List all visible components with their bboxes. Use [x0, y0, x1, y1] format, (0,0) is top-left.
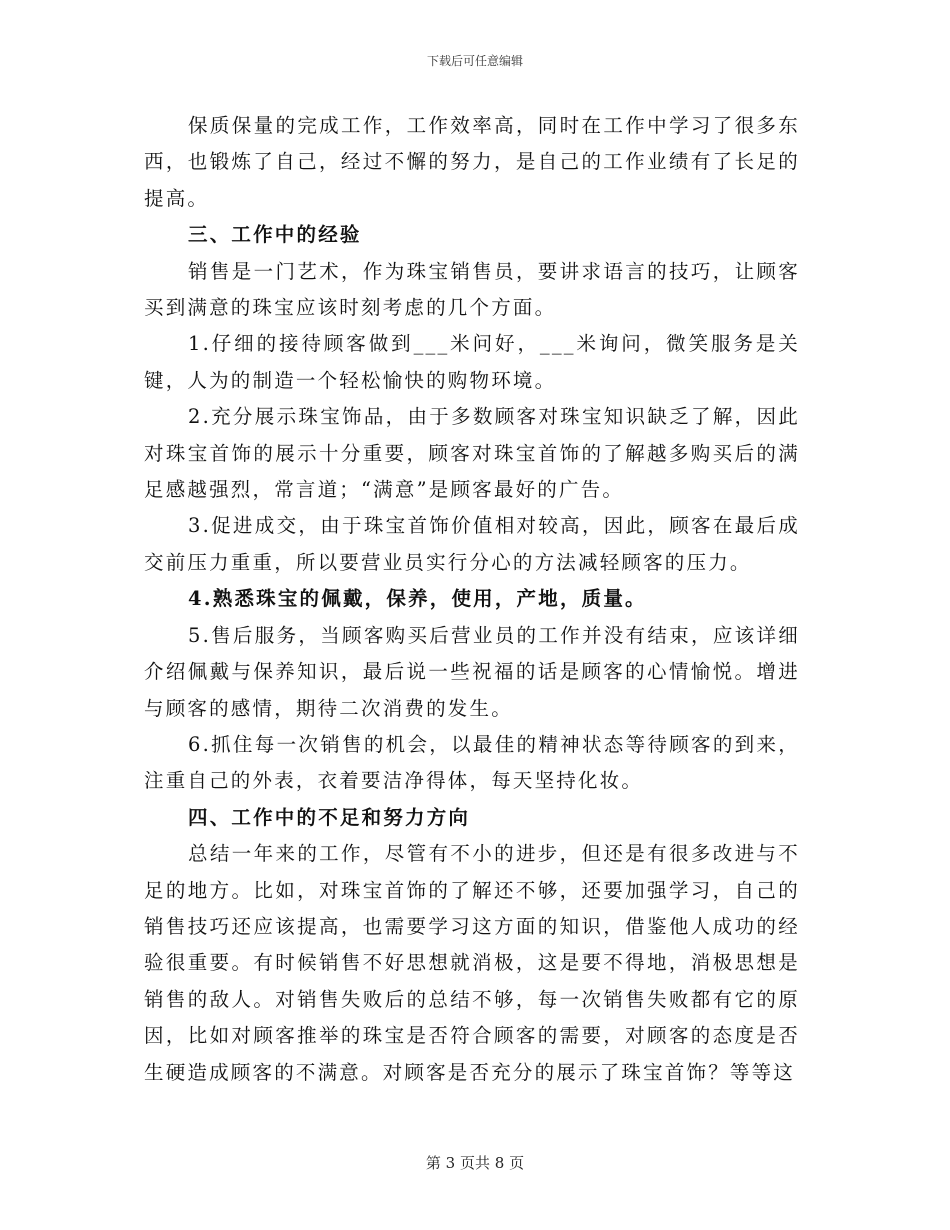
page-footer: 第 3 页共 8 页 — [425, 1154, 525, 1172]
document-body — [144, 108, 800, 1091]
section-heading: 四、工作中的不足和努力方向 — [188, 805, 471, 829]
section-heading: 三、工作中的经验 — [188, 223, 362, 247]
paragraph: 销售是一门艺术，作为珠宝销售员，要讲求语言的技巧，让顾客买到满意的珠宝应该时刻考虑的几个方面。 — [144, 259, 800, 320]
list-item: 3.促进成交，由于珠宝首饰价值相对较高，因此，顾客在最后成交前压力重重，所以要营业员实行分心的方法减轻顾客的压力。 — [144, 514, 800, 574]
list-item: 1.仔细的接待顾客做到___米问好，___米询问，微笑服务是关键，人为的制造一个轻松愉快的购物环境。 — [144, 332, 800, 392]
list-item-bold: 4.熟悉珠宝的佩戴，保养，使用，产地，质量。 — [188, 587, 647, 611]
page-header: 下载后可任意编辑 — [426, 54, 523, 68]
paragraph: 保质保量的完成工作，工作效率高，同时在工作中学习了很多东西，也锻炼了自己，经过不懈的努力，是自己的工作业绩有了长足的提高。 — [144, 114, 800, 210]
list-item: 6.抓住每一次销售的机会，以最佳的精神状态等待顾客的到来，注重自己的外表，衣着要洁净得体，每天坚持化妆。 — [144, 732, 800, 793]
list-item: 5.售后服务，当顾客购买后营业员的工作并没有结束，应该详细介绍佩戴与保养知识，最后说一些祝福的话是顾客的心情愉悦。增进与顾客的感情，期待二次消费的发生。 — [144, 623, 800, 720]
list-item: 2.充分展示珠宝饰品，由于多数顾客对珠宝知识缺乏了解，因此对珠宝首饰的展示十分重要，顾客对珠宝首饰的了解越多购买后的满足感越强烈，常言道；“满意”是顾客最好的广告。 — [144, 405, 800, 502]
paragraph: 总结一年来的工作，尽管有不小的进步，但还是有很多改进与不足的地方。比如，对珠宝首饰的了解还不够，还要加强学习，自己的销售技巧还应该提高，也需要学习这方面的知识，借鉴他人成功的经验很重要。有时候销售不好思想就消极，这是要不得地，消极思想是销售的敌人。对销售失败后的总结不够，每一次销售失败都有它的原因，比如对顾客推举的珠宝是否符合顾客的需要，对顾客的态度是否生硬造成顾客的不满意。对顾客是否充分的展示了珠宝首饰？等等这 — [144, 842, 800, 1084]
